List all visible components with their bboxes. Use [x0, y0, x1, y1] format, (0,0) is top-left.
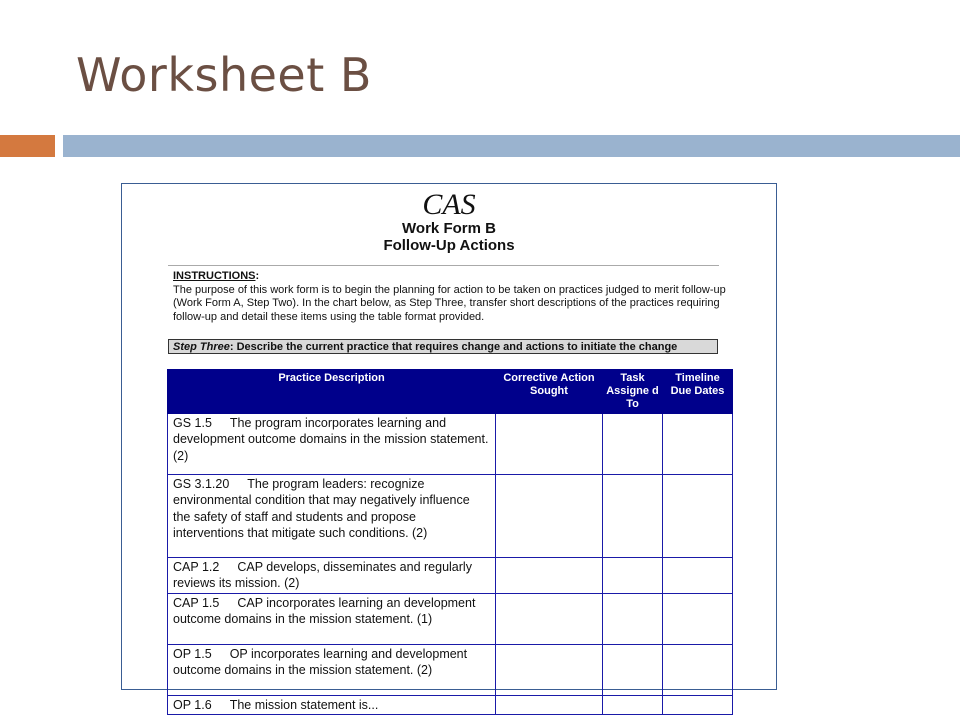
table-row — [168, 475, 733, 558]
corrective-cell — [496, 475, 603, 558]
header-timeline: Timeline Due Dates — [663, 370, 733, 414]
table-row — [168, 593, 733, 644]
task-cell — [603, 414, 663, 475]
task-cell — [603, 644, 663, 695]
instructions-label: INSTRUCTIONS — [173, 270, 256, 282]
step-three-box — [168, 339, 718, 354]
practice-text: CAP develops, disseminates and regularly reviews its mission. (2) — [173, 560, 472, 591]
practice-cell — [168, 558, 496, 594]
table-row — [168, 414, 733, 475]
corrective-cell — [496, 414, 603, 475]
corrective-cell — [496, 695, 603, 714]
task-cell — [603, 695, 663, 714]
form-subtitle: Follow-Up Actions — [383, 237, 515, 254]
corrective-cell — [496, 644, 603, 695]
instructions — [173, 270, 733, 324]
practice-cell — [168, 475, 496, 558]
accent-bar-orange — [0, 135, 55, 157]
step-text: : Describe the current practice that requires change and actions to initiate the change — [229, 341, 678, 353]
timeline-cell — [663, 695, 733, 714]
work-form-image — [121, 183, 777, 712]
corrective-cell — [496, 558, 603, 594]
practice-text: CAP incorporates learning an development outcome domains in the mission statement. (1) — [173, 595, 476, 626]
task-cell — [603, 475, 663, 558]
practice-code: CAP 1.5 — [173, 595, 220, 610]
timeline-cell — [663, 593, 733, 644]
practice-cell — [168, 414, 496, 475]
practice-cell — [168, 593, 496, 644]
practice-text: The mission statement is... — [229, 697, 379, 712]
practice-code: OP 1.6 — [173, 697, 212, 712]
practice-cell — [168, 695, 496, 714]
task-cell — [603, 558, 663, 594]
practice-code: GS 1.5 — [173, 416, 212, 430]
cas-logo: CAS — [422, 188, 476, 221]
table-row — [168, 644, 733, 695]
header-corrective-action: Corrective Action Sought — [496, 370, 603, 414]
practice-text: The program incorporates learning and development outcome domains in the mission statement. (2) — [173, 416, 489, 463]
step-label: Step Three — [173, 341, 230, 353]
practice-code: CAP 1.2 — [173, 560, 220, 574]
timeline-cell — [663, 644, 733, 695]
practice-code: GS 3.1.20 — [173, 477, 230, 491]
form-title-block — [122, 220, 776, 254]
corrective-cell — [496, 593, 603, 644]
divider — [168, 265, 719, 266]
instructions-text: The purpose of this work form is to begin the planning for action to be taken on practices judged to merit follow-up (Work Form A, Step Two). In the chart below, as Step Three, transfer short descriptions of the practices requiring follow-up and detail these items using the table format provided. — [173, 283, 726, 323]
table-row — [168, 695, 733, 714]
header-task-assigned: Task Assigne d To — [603, 370, 663, 414]
table-row — [168, 558, 733, 594]
instructions-separator: : — [255, 270, 260, 282]
task-cell — [603, 593, 663, 644]
timeline-cell — [663, 475, 733, 558]
timeline-cell — [663, 414, 733, 475]
slide-title: Worksheet B — [76, 48, 372, 102]
form-title: Work Form B — [402, 220, 496, 237]
header-practice-description: Practice Description — [168, 370, 496, 414]
practice-text: OP incorporates learning and development outcome domains in the mission statement. (2) — [173, 646, 468, 677]
table-header-row — [168, 370, 733, 414]
timeline-cell — [663, 558, 733, 594]
practice-code: OP 1.5 — [173, 646, 212, 661]
accent-bar-blue — [63, 135, 960, 157]
practice-text: The program leaders: recognize environmental condition that may negatively influence the safety of staff and students and propose interventions that mitigate such conditions. (2) — [173, 477, 470, 540]
practice-cell — [168, 644, 496, 695]
follow-up-table — [167, 369, 733, 715]
